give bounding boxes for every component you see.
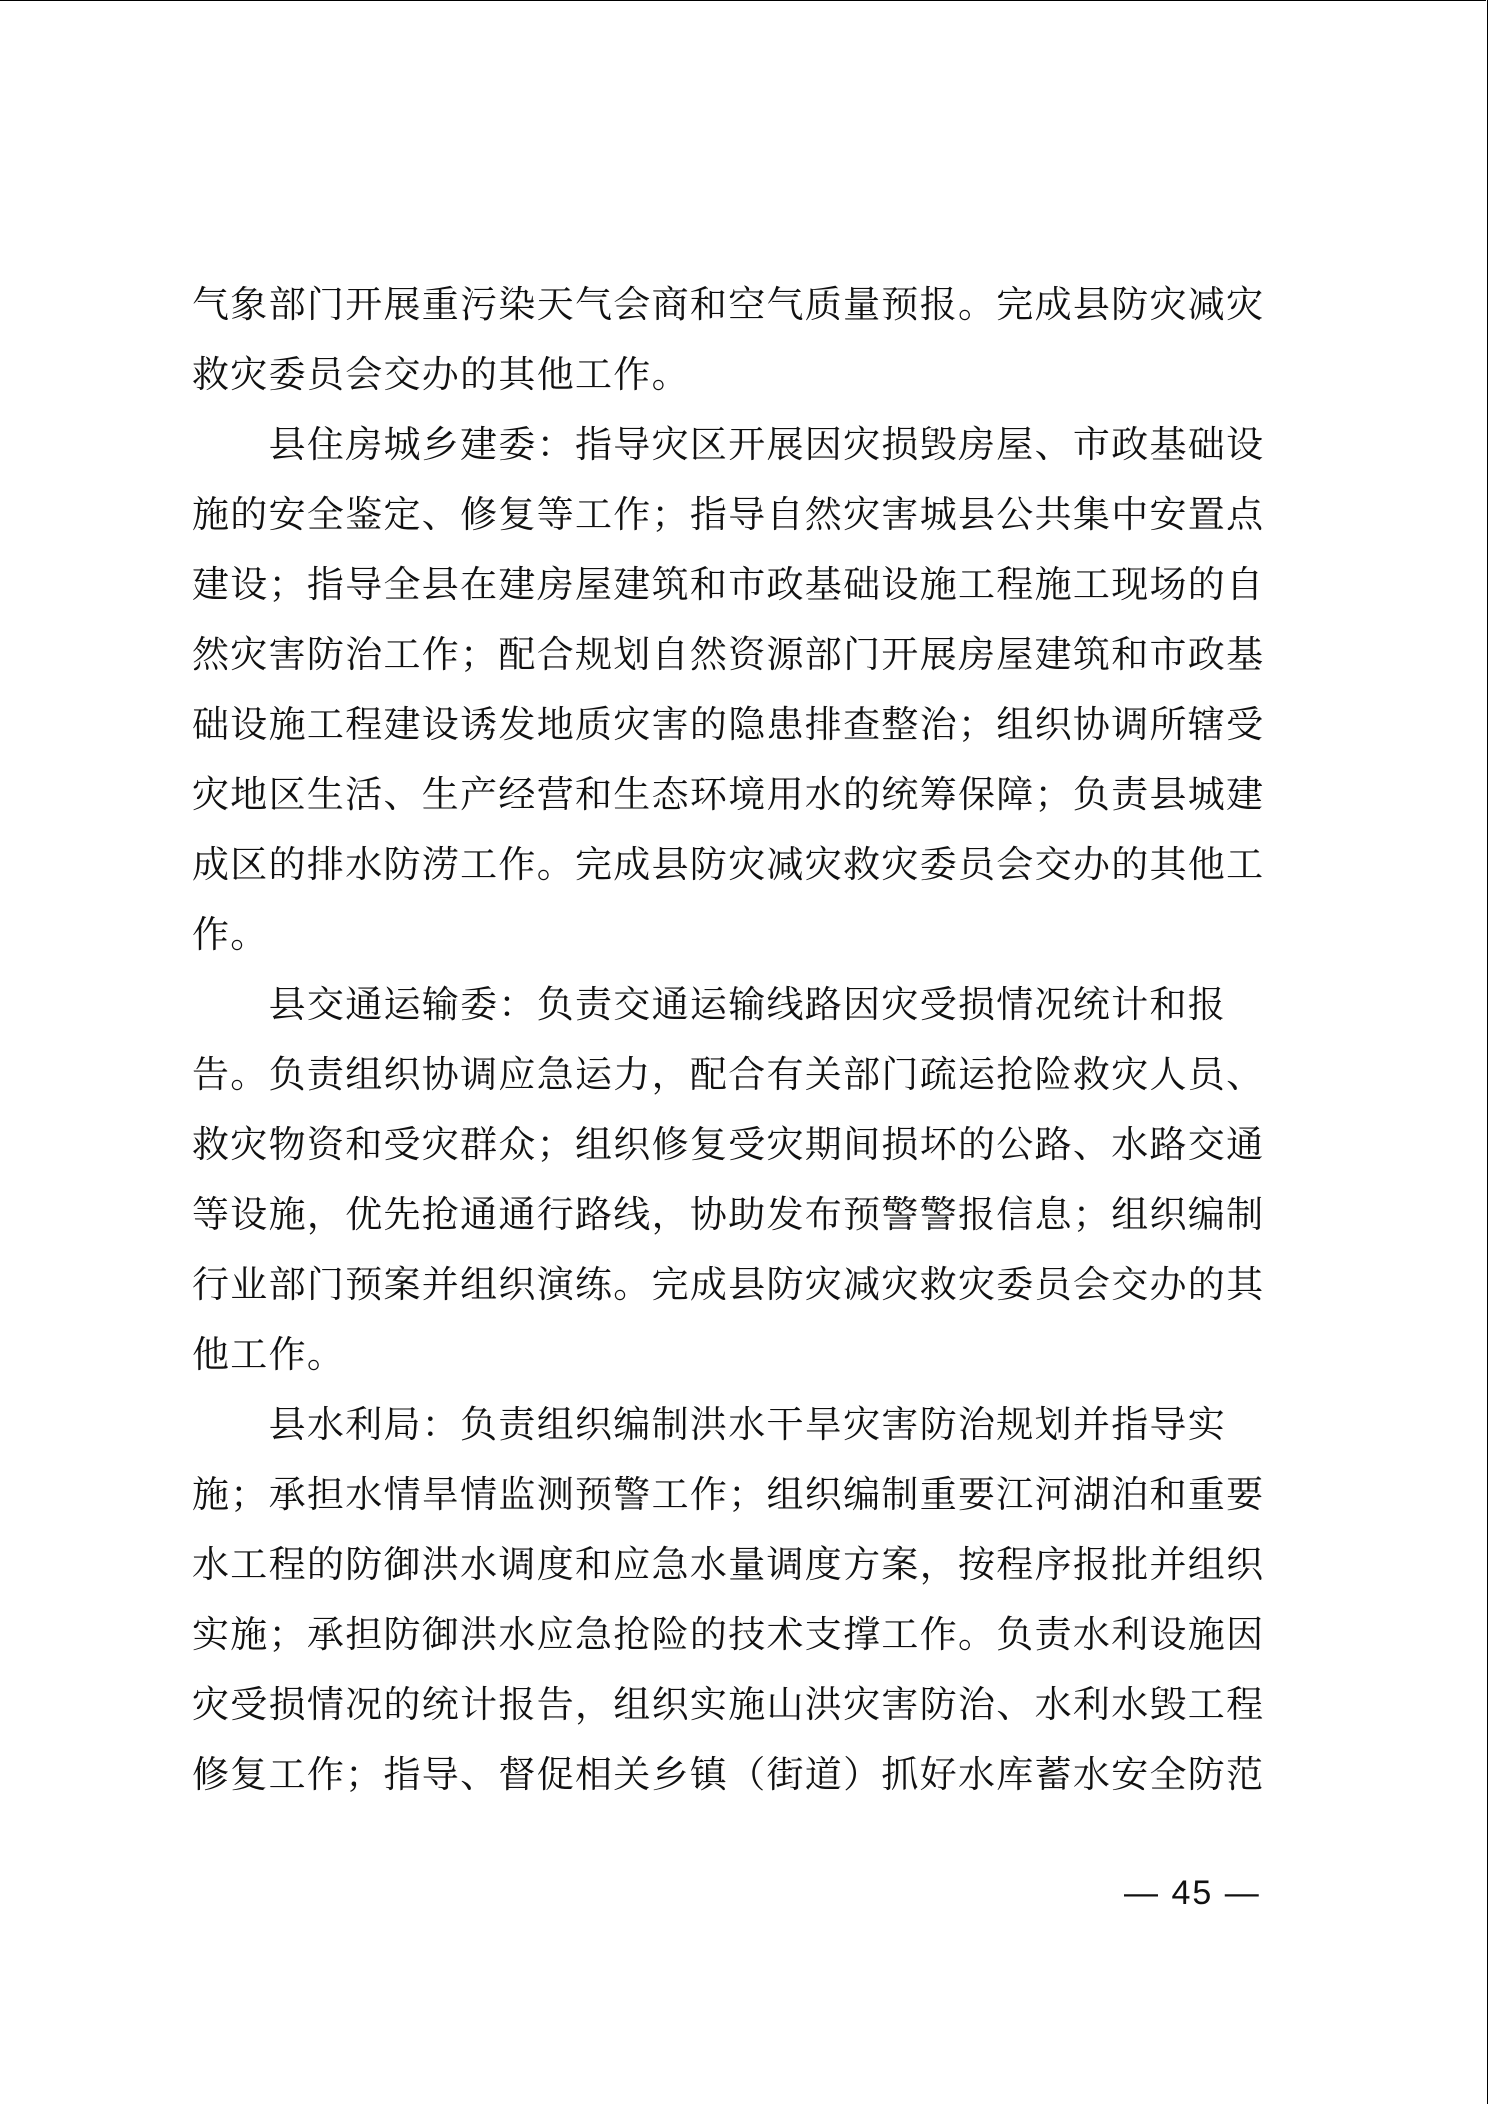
text-line: 等设施，优先抢通通行路线，协助发布预警警报信息；组织编制 (192, 1193, 1265, 1236)
text-line: 灾受损情况的统计报告，组织实施山洪灾害防治、水利水毁工程 (192, 1683, 1265, 1726)
text-line: 修复工作；指导、督促相关乡镇（街道）抓好水库蓄水安全防范 (192, 1753, 1265, 1796)
document-body (192, 270, 1298, 1810)
text-line: 水工程的防御洪水调度和应急水量调度方案，按程序报批并组织 (192, 1543, 1265, 1586)
text-line: 县住房城乡建委：指导灾区开展因灾损毁房屋、市政基础设 (192, 423, 1265, 466)
text-line: 救灾委员会交办的其他工作。 (192, 353, 690, 396)
text-line: 他工作。 (192, 1333, 346, 1376)
text-line: 作。 (192, 913, 269, 956)
page-top-border (0, 0, 1486, 1)
text-line: 县水利局：负责组织编制洪水干旱灾害防治规划并指导实 (192, 1403, 1227, 1446)
text-line: 础设施工程建设诱发地质灾害的隐患排查整治；组织协调所辖受 (192, 703, 1265, 746)
text-line: 然灾害防治工作；配合规划自然资源部门开展房屋建筑和市政基 (192, 633, 1265, 676)
text-line: 施的安全鉴定、修复等工作；指导自然灾害城县公共集中安置点 (192, 493, 1265, 536)
page-number: — 45 — (1124, 1874, 1261, 1912)
text-line: 告。负责组织协调应急运力，配合有关部门疏运抢险救灾人员、 (192, 1053, 1265, 1096)
text-line: 灾地区生活、生产经营和生态环境用水的统筹保障；负责县城建 (192, 773, 1265, 816)
text-line: 气象部门开展重污染天气会商和空气质量预报。完成县防灾减灾 (192, 283, 1265, 326)
text-line: 行业部门预案并组织演练。完成县防灾减灾救灾委员会交办的其 (192, 1263, 1265, 1306)
text-line: 实施；承担防御洪水应急抢险的技术支撑工作。负责水利设施因 (192, 1613, 1265, 1656)
text-line: 救灾物资和受灾群众；组织修复受灾期间损坏的公路、水路交通 (192, 1123, 1265, 1166)
text-line: 县交通运输委：负责交通运输线路因灾受损情况统计和报 (192, 983, 1227, 1026)
text-line: 成区的排水防涝工作。完成县防灾减灾救灾委员会交办的其他工 (192, 843, 1265, 886)
text-line: 建设；指导全县在建房屋建筑和市政基础设施工程施工现场的自 (192, 563, 1265, 606)
text-line: 施；承担水情旱情监测预警工作；组织编制重要江河湖泊和重要 (192, 1473, 1265, 1516)
